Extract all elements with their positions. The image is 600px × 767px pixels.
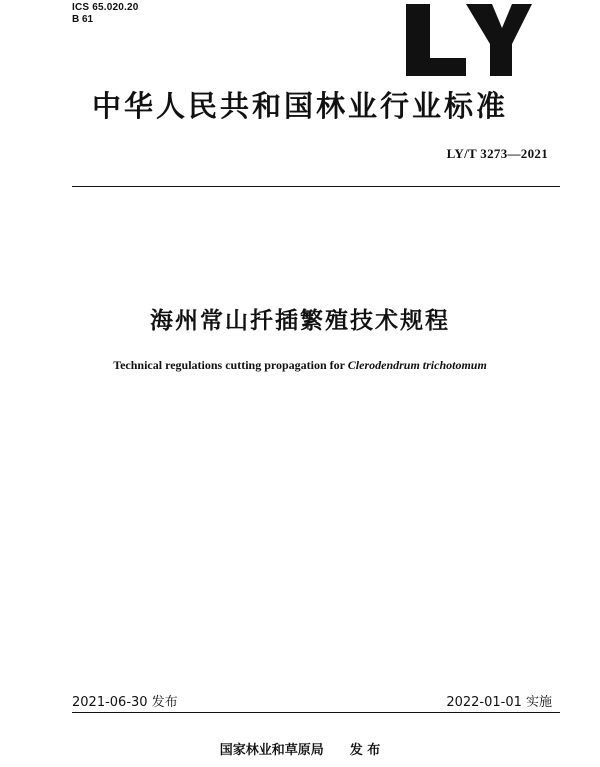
issue-date: 2021-06-30 发布 (72, 695, 178, 710)
document-title-cn: 海州常山扦插繁殖技术规程 (150, 308, 450, 334)
ly-logo (404, 0, 532, 80)
document-title-en (0, 358, 600, 373)
org-standard-title: 中华人民共和国林业行业标准 (91, 89, 508, 123)
publisher-action: 发 布 (349, 743, 381, 758)
publisher (0, 739, 600, 758)
standard-number: LY/T 3273—2021 (446, 146, 548, 161)
title-en-prefix: Technical regulations cutting propagation for (113, 358, 348, 372)
top-divider (72, 186, 560, 187)
ics-code: ICS 65.020.20 (72, 2, 139, 13)
bottom-divider (72, 712, 560, 713)
implementation-date: 2022-01-01 实施 (446, 695, 552, 710)
ccs-code: B 61 (72, 14, 94, 25)
publisher-name: 国家林业和草原局 (219, 743, 324, 758)
title-en-species: Clerodendrum trichotomum (347, 358, 487, 372)
